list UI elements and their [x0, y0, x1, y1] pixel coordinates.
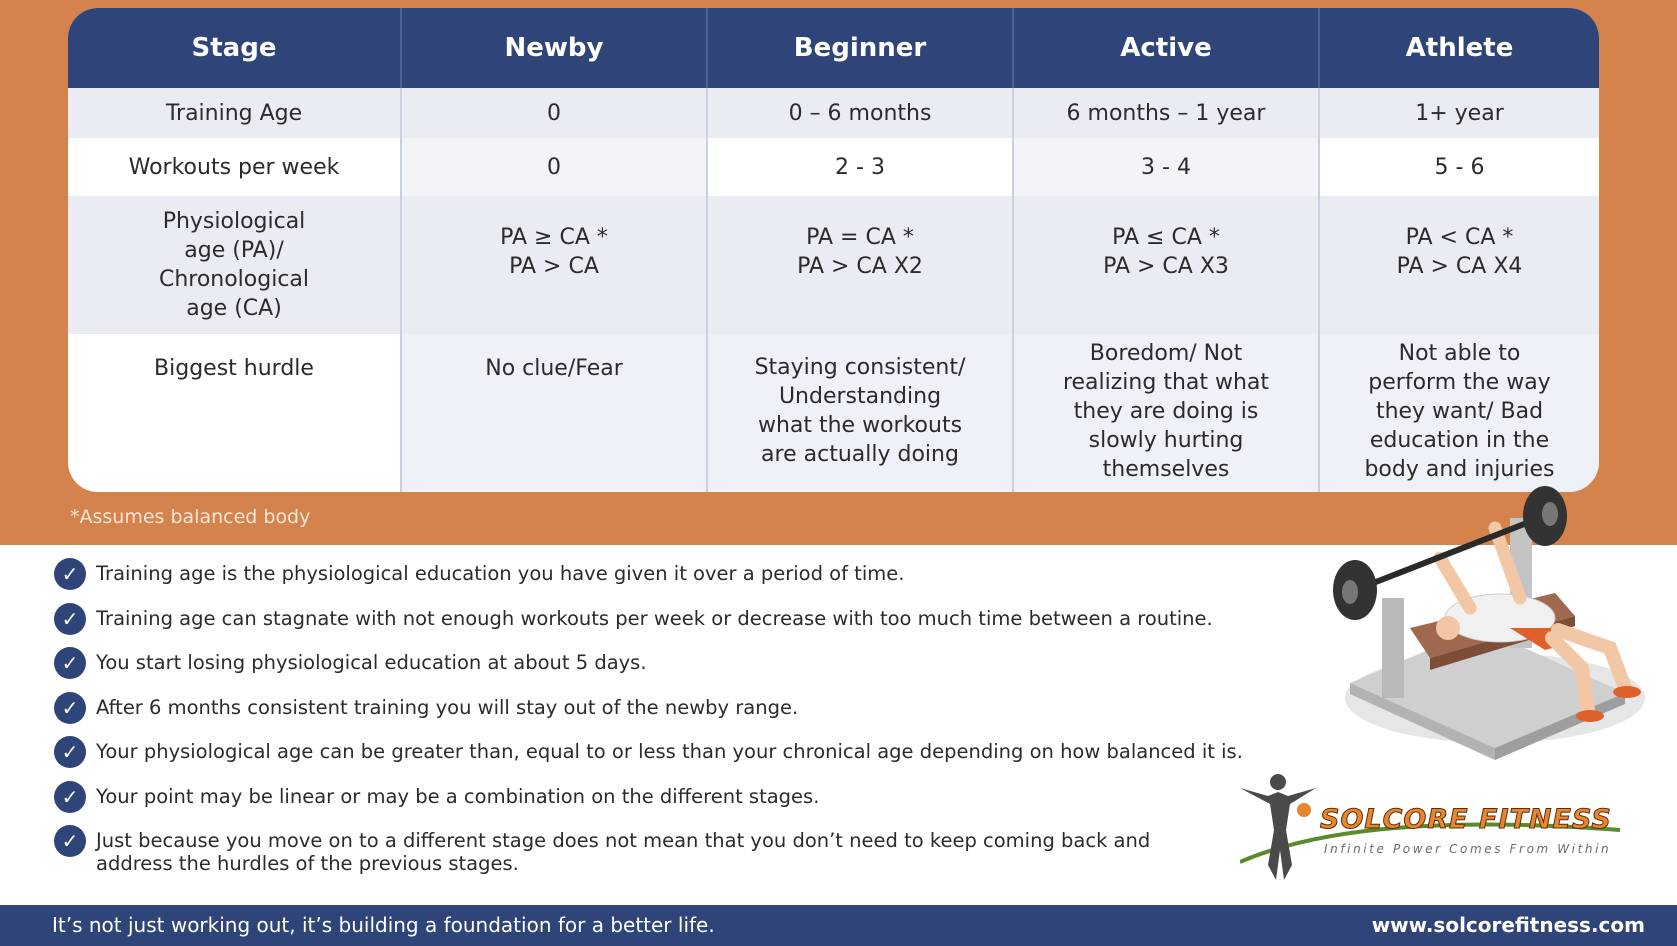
- table-cell: 6 months – 1 year: [1013, 88, 1319, 138]
- list-item: [54, 696, 1304, 741]
- table-row-workouts: [68, 138, 1599, 196]
- list-item: [54, 829, 1304, 874]
- bullet-text: You start losing physiological education at about 5 days.: [96, 651, 647, 674]
- check-circle-icon: ✓: [54, 603, 86, 635]
- cell-text: Boredom/ Not realizing that what they are doing is slowly hurting themselves: [1062, 340, 1270, 482]
- cell-text: No clue/Fear: [485, 356, 623, 381]
- table-cell: [401, 196, 707, 334]
- row-label: [68, 196, 401, 334]
- list-item: [54, 785, 1304, 830]
- bench-press-illustration: [1320, 478, 1650, 768]
- row-label: Training Age: [68, 88, 401, 138]
- table-cell: [401, 334, 707, 492]
- bullet-text: Training age is the physiological education you have given it over a period of time.: [96, 562, 905, 585]
- header-beginner: Beginner: [707, 8, 1013, 88]
- table-cell: 0: [401, 88, 707, 138]
- table-cell: [1319, 196, 1599, 334]
- logo-tagline: Infinite Power Comes From Within: [1324, 842, 1612, 856]
- table-cell: [1319, 334, 1599, 492]
- bullet-text: Your point may be linear or may be a combination on the different stages.: [96, 784, 820, 808]
- check-circle-icon: ✓: [54, 781, 86, 813]
- list-item: [54, 562, 1304, 607]
- check-circle-icon: ✓: [54, 558, 86, 590]
- footer-website-link[interactable]: www.solcorefitness.com: [1371, 913, 1645, 937]
- table-cell: 0 – 6 months: [707, 88, 1013, 138]
- list-item: [54, 651, 1304, 696]
- header-stage: Stage: [68, 8, 401, 88]
- row-label-text: Physiological age (PA)/ Chronological age (CA): [158, 209, 310, 321]
- cell-text: PA < CA * PA > CA X4: [1396, 225, 1523, 279]
- table-row-biggest-hurdle: [68, 334, 1599, 492]
- header-athlete: Athlete: [1319, 8, 1599, 88]
- shoe-left: [1576, 710, 1604, 722]
- bullet-text: Your physiological age can be greater than, equal to or less than your chronical age depending on how balanced it is.: [96, 740, 1243, 763]
- table-cell: 0: [401, 138, 707, 196]
- table-cell: [707, 196, 1013, 334]
- shoe-right: [1613, 686, 1641, 698]
- head: [1436, 616, 1460, 640]
- cell-text: Staying consistent/ Understanding what the workouts are actually doing: [754, 355, 966, 467]
- cell-text: Not able to perform the way they want/ Bad education in the body and injuries: [1364, 340, 1555, 482]
- bullet-text: After 6 months consistent training you will stay out of the newby range.: [96, 695, 799, 719]
- bullet-text: Just because you move on to a different stage does not mean that you don’t need to keep coming back and address the hurdles of the previous stages.: [96, 829, 1151, 875]
- footer-bar: [0, 905, 1677, 946]
- logo-wordmark: SOLCORE FITNESS: [1320, 804, 1612, 835]
- row-label: Workouts per week: [68, 138, 401, 196]
- row-label-text: Biggest hurdle: [154, 356, 314, 381]
- cell-text: PA ≥ CA * PA > CA: [500, 225, 608, 279]
- footer-slogan: It’s not just working out, it’s building a foundation for a better life.: [52, 913, 715, 937]
- table-row-training-age: [68, 88, 1599, 138]
- table-cell: 1+ year: [1319, 88, 1599, 138]
- rack-upright-left: [1382, 598, 1404, 698]
- table-cell: [1013, 196, 1319, 334]
- header-newby: Newby: [401, 8, 707, 88]
- table-cell: 5 - 6: [1319, 138, 1599, 196]
- table-row-physiological-age: [68, 196, 1599, 334]
- table-cell: [707, 334, 1013, 492]
- bullet-list: [54, 562, 1304, 874]
- check-circle-icon: ✓: [54, 736, 86, 768]
- table-cell: [1013, 334, 1319, 492]
- list-item: [54, 607, 1304, 652]
- cell-text: PA = CA * PA > CA X2: [797, 225, 923, 279]
- stages-table: [68, 8, 1599, 492]
- table-cell: 2 - 3: [707, 138, 1013, 196]
- bullet-text: Training age can stagnate with not enough workouts per week or decrease with too much time between a routine.: [96, 606, 1213, 630]
- check-circle-icon: ✓: [54, 647, 86, 679]
- row-label: [68, 334, 401, 492]
- list-item: [54, 740, 1304, 785]
- solcore-logo: [1240, 770, 1660, 890]
- check-circle-icon: ✓: [54, 825, 86, 857]
- header-active: Active: [1013, 8, 1319, 88]
- table-cell: 3 - 4: [1013, 138, 1319, 196]
- stages-table-card: [68, 8, 1599, 492]
- check-circle-icon: ✓: [54, 692, 86, 724]
- arm-left: [1440, 558, 1470, 608]
- table-header-row: [68, 8, 1599, 88]
- footnote: *Assumes balanced body: [70, 506, 311, 528]
- cell-text: PA ≤ CA * PA > CA X3: [1103, 225, 1229, 279]
